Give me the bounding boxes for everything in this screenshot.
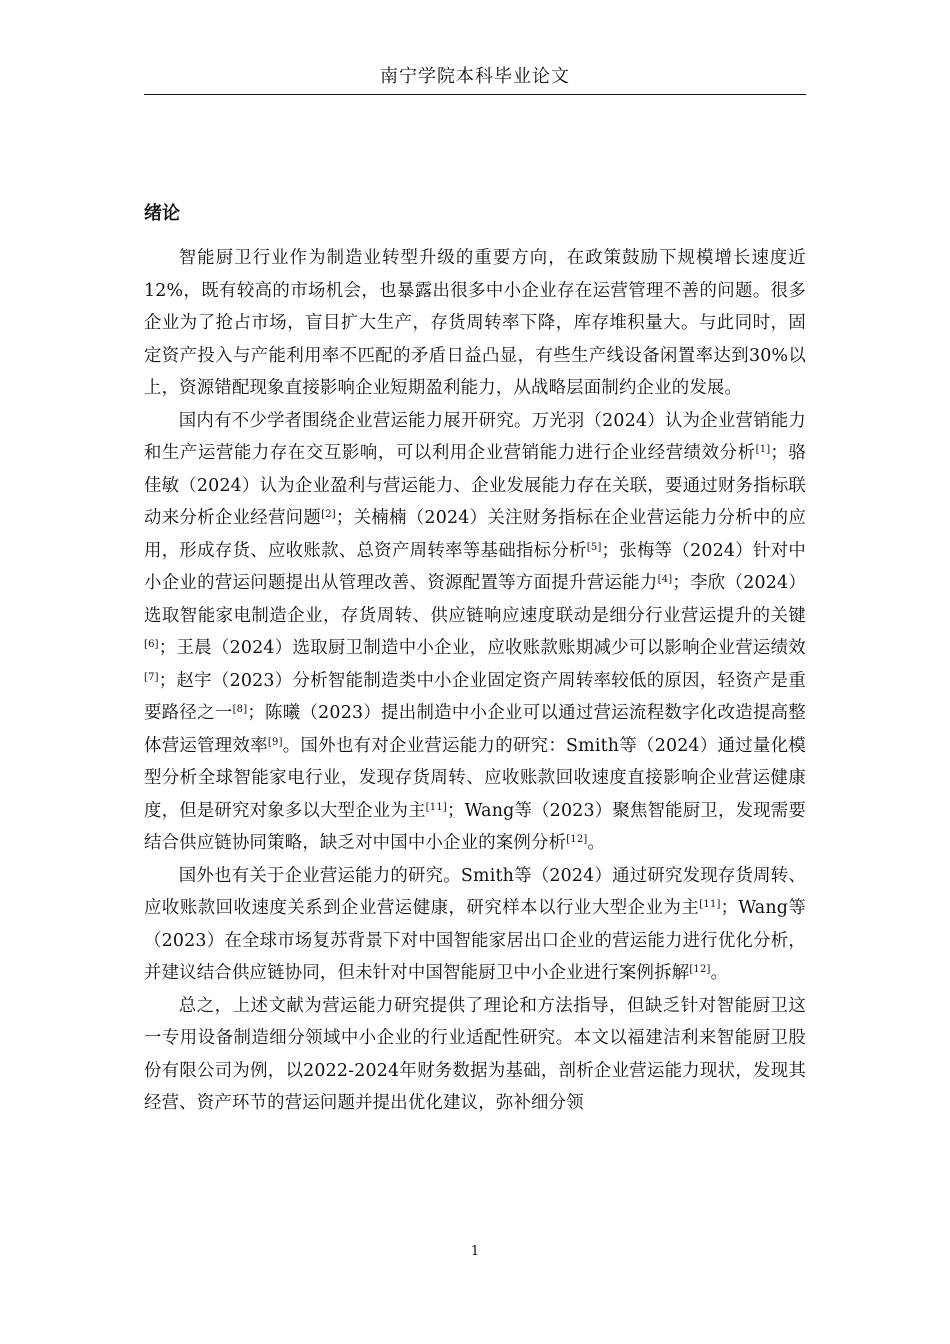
- text-segment: 。国外也有对企业营运能力的研究：Smith等（2024）通过量化模型分析全球智能家电行业，发现存货周转、应收账款回收速度直接影响企业营运健康度，但是研究对象多以大型企业为主: [144, 735, 806, 821]
- text-segment: ；骆佳敏（2024）认为企业盈利与营运能力、企业发展能力存在关联，要通过财务指标联动来分析企业经营问题: [144, 443, 806, 528]
- citation: [11]: [425, 801, 447, 813]
- header-rule: [144, 94, 806, 95]
- body-text: [144, 242, 806, 1120]
- citation: [6]: [144, 639, 159, 650]
- text-segment: 国内有不少学者围绕企业营运能力展开研究。万光羽（2024）认为企业营销能力和生产运营能力存在交互影响，可以利用企业营销能力进行企业经营绩效分析: [144, 410, 806, 463]
- paragraph-2: [144, 405, 806, 860]
- citation: [12]: [566, 834, 588, 845]
- citation: [4]: [657, 574, 673, 585]
- text-segment: ；关楠楠（2024）关注财务指标在企业营运能力分析中的应用，形成存货、应收账款、总资产周转率等基础指标分析: [144, 508, 806, 561]
- text-segment: 国外也有关于企业营运能力的研究。Smith等（2024）通过研究发现存货周转、应收账款回收速度关系到企业营运健康，研究样本以行业大型企业为主: [144, 865, 806, 918]
- text-segment: ；陈曦（2023）提出制造中小企业可以通过营运流程数字化改造提高整体营运管理效率: [144, 703, 806, 756]
- text-segment: 。: [710, 963, 729, 983]
- citation: [5]: [586, 541, 602, 553]
- text-segment: ；Wang等（2023）在全球市场复苏背景下对中国智能家居出口企业的营运能力进行优化分析，并建议结合供应链协同，但未针对中国智能厨卫中小企业进行案例拆解: [144, 898, 806, 983]
- text-segment: ；张梅等（2024）针对中小企业的营运问题提出从管理改善、资源配置等方面提升营运能力: [144, 540, 807, 593]
- text-segment: ；Wang等（2023）聚焦智能厨卫，发现需要结合供应链协同策略，缺乏对中国中小企业的案例分析: [144, 800, 806, 853]
- paragraph-4: 总之，上述文献为营运能力研究提供了理论和方法指导，但缺乏针对智能厨卫这一专用设备制造细分领域中小企业的行业适配性研究。本文以福建洁利来智能厨卫股份有限公司为例，以2022-2024年财务数据为基础，剖析企业营运能力现状，发现其经营、资产环节的营运问题并提出优化建议，弥补细分领: [144, 995, 806, 1113]
- section-title: 绪论: [144, 203, 180, 224]
- page-number: 1: [470, 1244, 480, 1259]
- text-segment: ；李欣（2024）选取智能家电制造企业，存货周转、供应链响应速度联动是细分行业营运提升的关键: [144, 573, 806, 626]
- paragraph-3: [144, 860, 806, 990]
- text-segment: 。: [587, 833, 606, 853]
- citation: [7]: [144, 671, 159, 683]
- citation: [9]: [267, 736, 283, 748]
- citation: [1]: [755, 444, 771, 455]
- citation: [2]: [321, 509, 336, 520]
- page-header: [144, 64, 806, 90]
- citation: [11]: [699, 899, 721, 910]
- citation: [8]: [232, 704, 248, 715]
- text-segment: ；王晨（2024）选取厨卫制造中小企业，应收账款账期减少可以影响企业营运绩效: [158, 638, 806, 658]
- header-title: 南宁学院本科毕业论文: [380, 66, 570, 87]
- paragraph-1: 智能厨卫行业作为制造业转型升级的重要方向，在政策鼓励下规模增长速度近12%，既有较高的市场机会，也暴露出很多中小企业存在运营管理不善的问题。很多企业为了抢占市场，盲目扩大生产，存货周转率下降，库存堆积量大。与此同时，固定资产投入与产能利用率不匹配的矛盾日益凸显，有些生产线设备闲置率达到30%以上，资源错配现象直接影响企业短期盈利能力，从战略层面制约企业的发展。: [144, 248, 806, 398]
- text-segment: ；赵宇（2023）分析智能制造类中小企业固定资产周转率较低的原因，轻资产是重要路径之一: [144, 670, 806, 723]
- citation: [12]: [689, 964, 711, 975]
